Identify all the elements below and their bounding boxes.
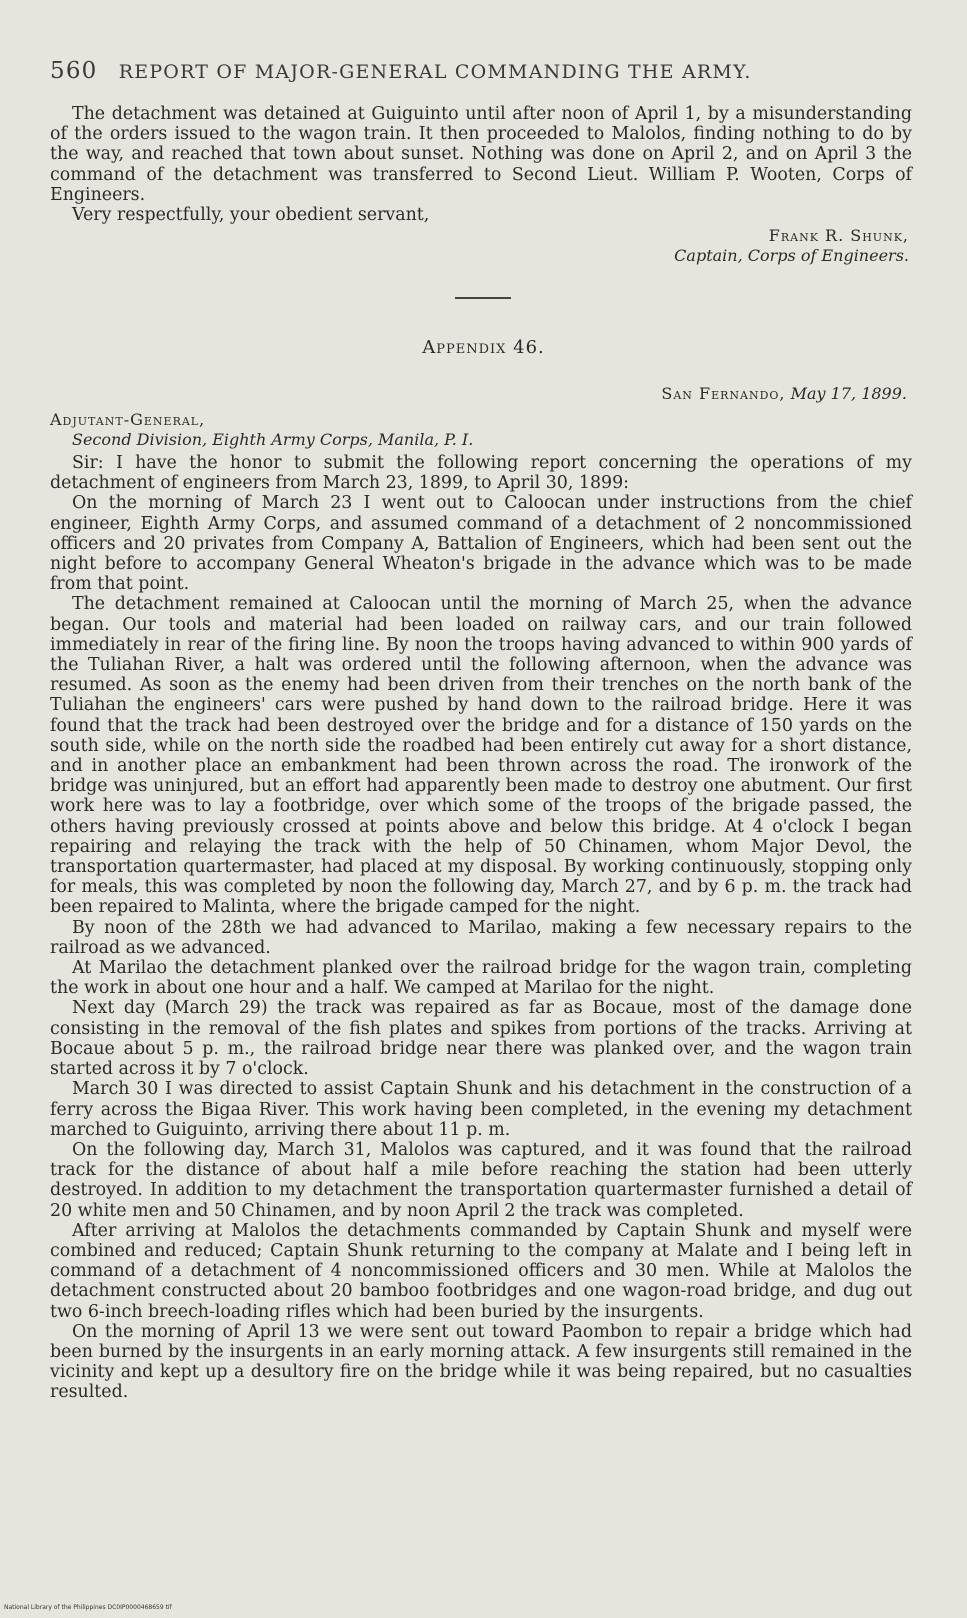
dateline-date: May 17, 1899. [790,384,907,403]
scan-footer: National Library of the Philippines DC0IP0000468659 tif [4,1604,172,1611]
dateline [661,384,907,403]
addressee-line-2: Second Division, Eighth Army Corps, Manila, P. I. [72,430,474,449]
running-title: REPORT OF MAJOR-GENERAL COMMANDING THE ARMY. [118,61,752,83]
addressee-block [50,410,473,450]
page-header [50,58,752,84]
signature-title: Captain, Corps of Engineers. [674,246,909,265]
addressee-line-1: Adjutant-General, [50,410,206,429]
signature-name: Frank R. Shunk, [768,226,909,245]
body-paragraph: On the following day, March 31, Malolos was captured, and it was found that the railroad track for the distance of about half a mile before reaching the station had been utterly destroyed. In addition to my detachment the transportation quartermaster furnished a detail of 20 white men and 50 Chinamen, and by noon April 2 the track was completed. [50,1139,912,1221]
body-paragraph: At Marilao the detachment planked over the railroad bridge for the wagon train, completing the work in about one hour and a half. We camped at Marilao for the night. [50,958,912,999]
body-paragraph: After arriving at Malolos the detachments commanded by Captain Shunk and myself were combined and reduced; Captain Shunk returning to the company at Malate and I being left in command of a detachment of 4 noncommissioned officers and 30 men. While at Malolos the detachment constructed about 20 bamboo footbridges and one wagon-road bridge, and dug out two 6-inch breech-loading rifles which had been buried by the insurgents. [50,1220,912,1322]
body-paragraph: Next day (March 29) the track was repaired as far as Bocaue, most of the damage done consisting in the removal of the fish plates and spikes from portions of the tracks. Arriving at Bocaue about 5 p. m., the railroad bridge near there was planked over, and the wagon train started across it by 7 o'clock. [50,998,912,1080]
dateline-place: San Fernando, [661,384,786,403]
body-paragraph: The detachment remained at Caloocan until the morning of March 25, when the advance began. Our tools and material had been loaded on railway cars, and our train followed immediately in rear of the firing line. By noon the troops having advanced to within 900 yards of the Tuliahan River, a halt was ordered until the following afternoon, when the advance was resumed. As soon as the enemy had been driven from their trenches on the north bank of the Tuliahan the engineers' cars were pushed by hand down to the railroad bridge. Here it was found that the track had been destroyed over the bridge and for a distance of 150 yards on the south side, while on the north side the roadbed had been entirely cut away for a short distance, and in another place an embankment had been thrown across the road. The ironwork of the bridge was uninjured, but an effort had apparently been made to destroy one abutment. Our first work here was to lay a footbridge, over which some of the troops of the brigade passed, the others having previously crossed at points above and below this bridge. At 4 o'clock I began repairing and relaying the track with the help of 50 Chinamen, whom Major Devol, the transportation quartermaster, had placed at my disposal. By working continuously, stopping only for meals, this was completed by noon the following day, March 27, and by 6 p. m. the track had been repaired to Malinta, where the brigade camped for the night. [50,594,912,918]
body-paragraph: March 30 I was directed to assist Captain Shunk and his detachment in the construction of a ferry across the Bigaa River. This work having been completed, in the evening my detachment marched to Guiguinto, arriving there about 11 p. m. [50,1079,912,1140]
page-number: 560 [50,58,98,84]
body-paragraph: On the morning of March 23 I went out to Caloocan under instructions from the chief engineer, Eighth Army Corps, and assumed command of a detachment of 2 noncommissioned officers and 20 privates from Company A, Battalion of Engineers, which had been sent out the night before to accompany General Wheaton's brigade in the advance which was to be made from that point. [50,493,912,595]
closing-line: Very respectfully, your obedient servant, [72,205,430,226]
body-paragraph: By noon of the 28th we had advanced to Marilao, making a few necessary repairs to the railroad as we advanced. [50,917,912,958]
intro-paragraph: The detachment was detained at Guiguinto until after noon of April 1, by a misunderstanding of the orders issued to the wagon train. It then proceeded to Malolos, finding nothing to do by the way, and reached that town about sunset. Nothing was done on April 2, and on April 3 the command of the detachment was transferred to Second Lieut. William P. Wooten, Corps of Engineers. [50,104,912,205]
appendix-title: Appendix 46. [422,337,545,358]
body-paragraph: Sir: I have the honor to submit the following report concerning the operations of my detachment of engineers from March 23, 1899, to April 30, 1899: [50,453,912,494]
report-body [50,453,912,1403]
intro-section [50,104,912,225]
signature-block [674,226,909,266]
body-paragraph: On the morning of April 13 we were sent out toward Paombon to repair a bridge which had been burned by the insurgents in an early morning attack. A few insurgents still remained in the vicinity and kept up a desultory fire on the bridge while it was being repaired, but no casualties resulted. [50,1321,912,1403]
section-divider [455,297,511,299]
